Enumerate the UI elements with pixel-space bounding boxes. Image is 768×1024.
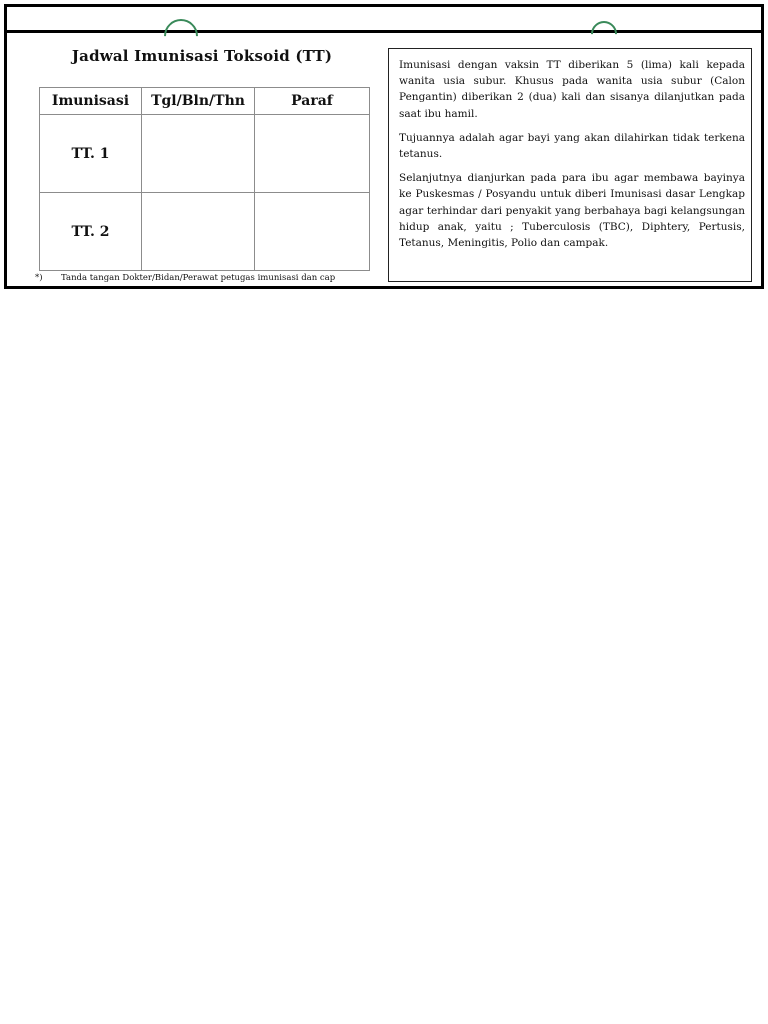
row-label: TT. 1 bbox=[40, 115, 142, 193]
footnote-text: Tanda tangan Dokter/Bidan/Perawat petugas imunisasi dan cap bbox=[61, 273, 336, 283]
column-header-date: Tgl/Bln/Thn bbox=[142, 88, 255, 115]
logo-arc-right bbox=[586, 16, 623, 53]
column-header-paraf: Paraf bbox=[255, 88, 370, 115]
paraf-cell bbox=[255, 193, 370, 271]
date-cell bbox=[142, 115, 255, 193]
schedule-title: Jadwal Imunisasi Toksoid (TT) bbox=[71, 47, 333, 65]
info-paragraph: Selanjutnya dianjurkan pada para ibu agar membawa bayinya ke Puskesmas / Posyandu untuk diberi Imunisasi dasar Lengkap agar terhindar dari penyakit yang berbahaya bagi kelangsungan hidup anak, yaitu ; Tuberculosis (TBC), Diphtery, Pertusis, Tetanus, Meningitis, Polio dan campak. bbox=[399, 172, 745, 250]
date-cell bbox=[142, 193, 255, 271]
table-row bbox=[40, 115, 370, 193]
table-header-row bbox=[40, 88, 370, 115]
row-label: TT. 2 bbox=[40, 193, 142, 271]
info-paragraph: Imunisasi dengan vaksin TT diberikan 5 (lima) kali kepada wanita usia subur. Khusus pada wanita usia subur (Calon Pengantin) diberikan 2 (dua) kali dan sisanya dilanjutkan pada saat ibu hamil. bbox=[399, 59, 745, 120]
footnote-mark: *) bbox=[35, 273, 43, 283]
schedule-table bbox=[39, 87, 370, 271]
footnote bbox=[35, 273, 335, 283]
paraf-cell bbox=[255, 115, 370, 193]
column-header-imunisasi: Imunisasi bbox=[40, 88, 142, 115]
info-paragraph: Tujuannya adalah agar bayi yang akan dilahirkan tidak terkena tetanus. bbox=[399, 131, 745, 161]
top-border-strip bbox=[7, 7, 761, 33]
immunization-card bbox=[4, 4, 764, 289]
table-row bbox=[40, 193, 370, 271]
info-box bbox=[388, 48, 752, 282]
